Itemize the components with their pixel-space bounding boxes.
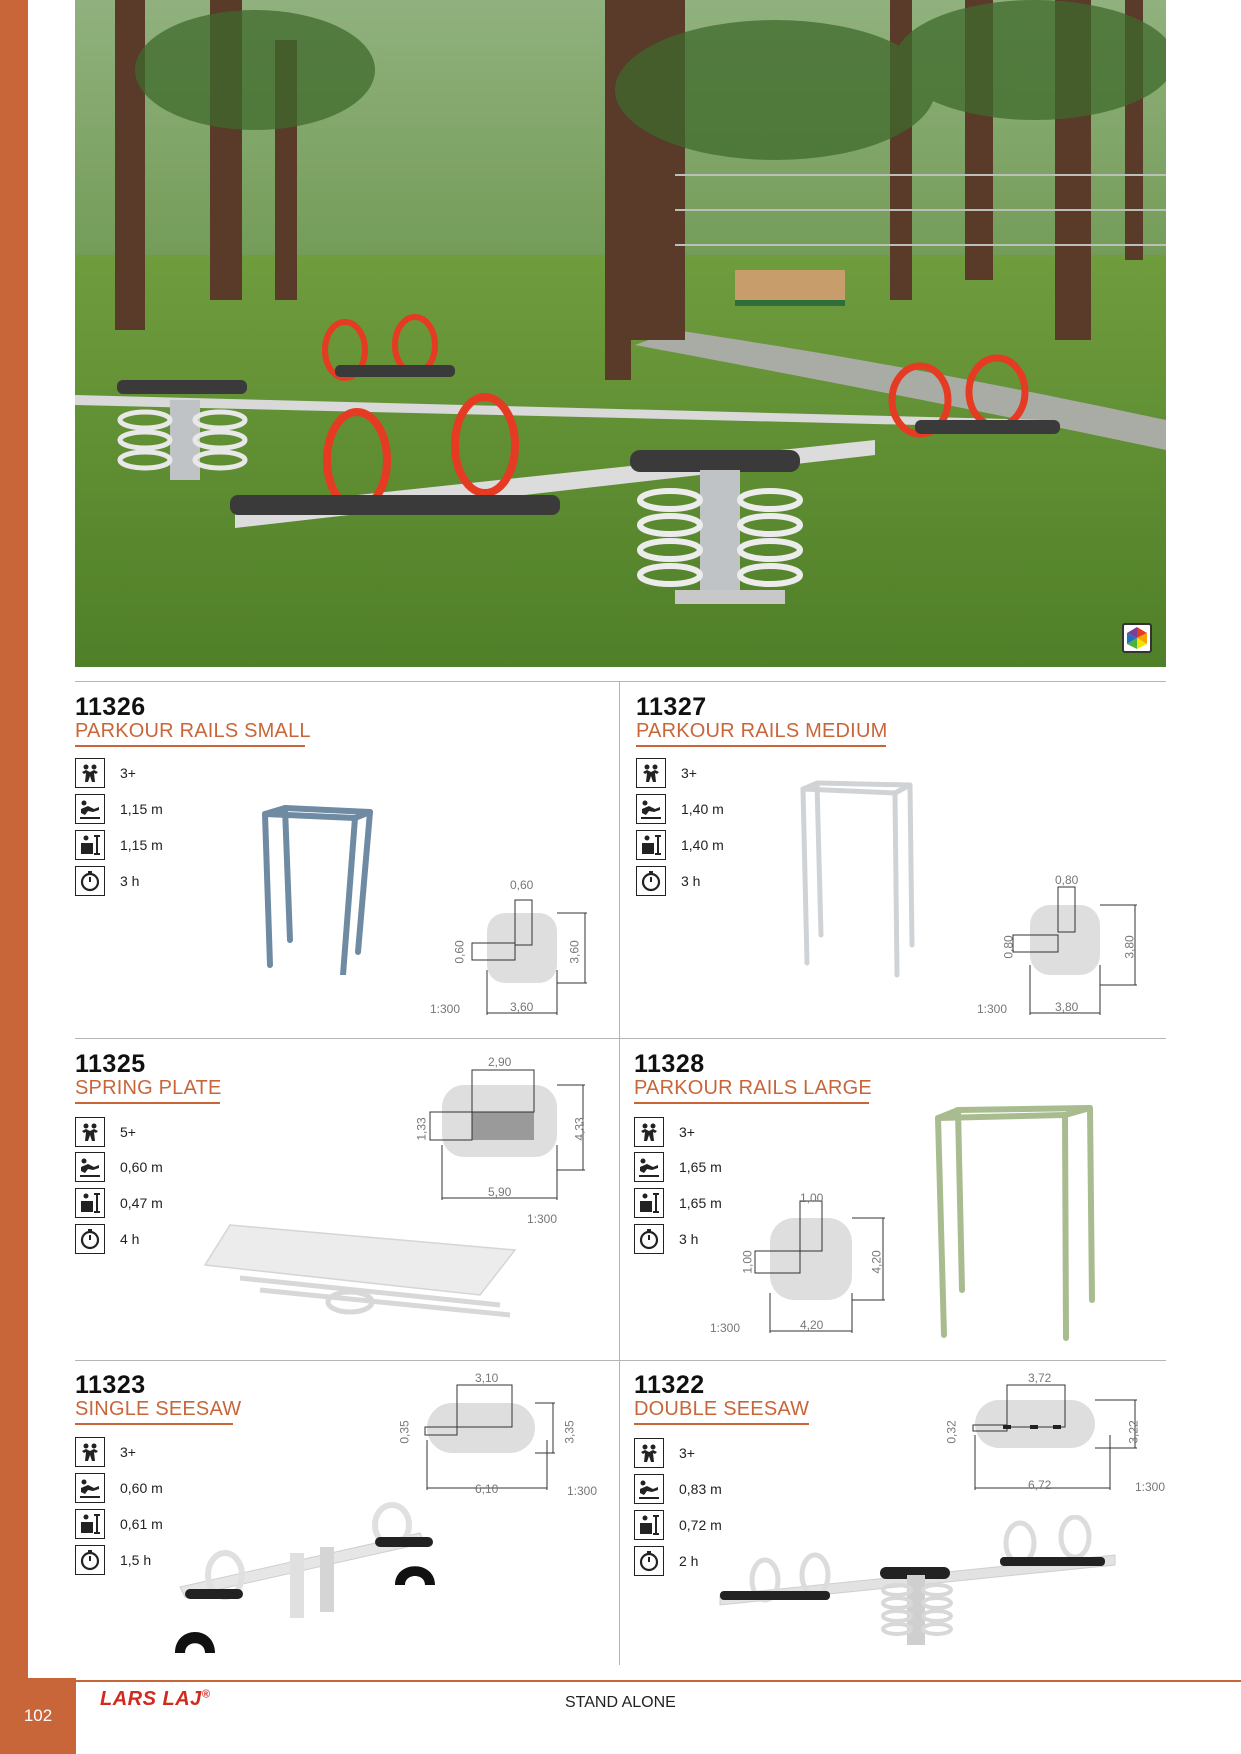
children-icon <box>634 1438 664 1468</box>
product-render-11327 <box>795 775 930 980</box>
dim-label: 6,72 <box>1028 1478 1052 1492</box>
free-fall-value: 0,60 m <box>120 1480 163 1496</box>
free-fall-icon <box>75 794 105 824</box>
spec-free-fall <box>75 794 163 824</box>
height-icon <box>75 1509 105 1539</box>
product-name: SPRING PLATE <box>75 1077 222 1099</box>
height-icon <box>75 830 105 860</box>
free-fall-icon <box>634 1152 664 1182</box>
spec-install-time <box>75 866 139 896</box>
dim-label: 0,80 <box>1001 935 1016 959</box>
product-code: 11322 <box>634 1371 705 1399</box>
dim-label: 3,22 <box>1126 1420 1141 1444</box>
column-divider <box>619 681 620 1665</box>
age-value: 3+ <box>679 1124 695 1140</box>
install-time-value: 2 h <box>679 1553 699 1569</box>
install-time-value: 3 h <box>681 873 701 889</box>
product-name: SINGLE SEESAW <box>75 1398 242 1420</box>
product-11328 <box>634 1051 872 1104</box>
product-code: 11326 <box>75 693 146 721</box>
height-value: 1,65 m <box>679 1195 722 1211</box>
spec-free-fall <box>634 1474 722 1504</box>
dim-label: 0,60 <box>452 940 467 964</box>
age-value: 3+ <box>679 1445 695 1461</box>
dim-label: 4,20 <box>800 1318 824 1332</box>
name-underline <box>75 1102 220 1104</box>
age-value: 3+ <box>120 765 136 781</box>
dim-label: 0,60 <box>510 878 534 892</box>
dim-label: 0,80 <box>1055 873 1079 887</box>
spec-height <box>636 830 724 860</box>
product-11325 <box>75 1051 222 1104</box>
left-accent-bar <box>0 0 28 1678</box>
color-options-icon <box>1122 623 1152 653</box>
scale-label: 1:300 <box>430 1002 461 1016</box>
product-11323 <box>75 1372 241 1425</box>
spec-age <box>75 1437 136 1467</box>
free-fall-icon <box>75 1473 105 1503</box>
product-render-11323 <box>170 1495 440 1660</box>
free-fall-value: 0,83 m <box>679 1481 722 1497</box>
scale-label: 1:300 <box>977 1002 1008 1016</box>
height-value: 1,40 m <box>681 837 724 853</box>
dim-label: 1,00 <box>800 1191 824 1205</box>
footer-section-title: STAND ALONE <box>565 1694 676 1711</box>
dim-label: 4,33 <box>572 1117 587 1141</box>
dim-label: 0,32 <box>944 1420 959 1444</box>
spec-height <box>75 1188 163 1218</box>
spec-height <box>634 1510 722 1540</box>
brand-mark: ® <box>201 1688 211 1701</box>
product-code: 11327 <box>636 693 707 721</box>
stopwatch-icon <box>75 866 105 896</box>
spec-height <box>634 1188 722 1218</box>
dim-label: 3,80 <box>1122 935 1137 959</box>
scale-label: 1:300 <box>527 1212 558 1226</box>
spec-age <box>634 1117 695 1147</box>
free-fall-icon <box>75 1152 105 1182</box>
children-icon <box>75 758 105 788</box>
name-underline <box>636 745 886 747</box>
dim-label: 3,35 <box>562 1420 577 1444</box>
stopwatch-icon <box>634 1224 664 1254</box>
free-fall-value: 1,15 m <box>120 801 163 817</box>
children-icon <box>75 1117 105 1147</box>
spec-install-time <box>75 1224 139 1254</box>
product-11322 <box>634 1372 809 1425</box>
spec-age <box>75 758 136 788</box>
footprint-diagram-11325 <box>420 1060 590 1200</box>
product-render-11328 <box>930 1100 1100 1345</box>
spec-age <box>634 1438 695 1468</box>
name-underline <box>75 1423 233 1425</box>
spec-install-time <box>634 1224 698 1254</box>
section-divider <box>75 1038 1166 1039</box>
spec-install-time <box>636 866 700 896</box>
spec-install-time <box>634 1546 698 1576</box>
spec-age <box>636 758 697 788</box>
product-render-11326 <box>255 800 390 975</box>
dim-label: 3,60 <box>510 1000 534 1014</box>
spec-height <box>75 830 163 860</box>
height-value: 0,72 m <box>679 1517 722 1533</box>
spec-free-fall <box>75 1473 163 1503</box>
spec-free-fall <box>75 1152 163 1182</box>
height-value: 0,61 m <box>120 1516 163 1532</box>
children-icon <box>634 1117 664 1147</box>
name-underline <box>634 1102 869 1104</box>
age-value: 5+ <box>120 1124 136 1140</box>
spec-height <box>75 1509 163 1539</box>
spec-free-fall <box>636 794 724 824</box>
dim-label: 6,10 <box>475 1482 499 1496</box>
dim-label: 3,80 <box>1055 1000 1079 1014</box>
section-divider <box>75 1360 1166 1361</box>
page-number: 102 <box>0 1678 76 1754</box>
brand-logo <box>100 1688 210 1711</box>
spec-age <box>75 1117 136 1147</box>
product-name: DOUBLE SEESAW <box>634 1398 810 1420</box>
dim-label: 3,10 <box>475 1371 499 1385</box>
stopwatch-icon <box>636 866 666 896</box>
dim-label: 1,33 <box>414 1117 429 1141</box>
product-code: 11323 <box>75 1371 146 1399</box>
age-value: 3+ <box>120 1444 136 1460</box>
height-icon <box>634 1510 664 1540</box>
product-name: PARKOUR RAILS MEDIUM <box>636 720 888 742</box>
dim-label: 0,35 <box>397 1420 412 1444</box>
height-icon <box>636 830 666 860</box>
product-11326 <box>75 694 311 747</box>
scale-label: 1:300 <box>1135 1480 1166 1494</box>
scale-label: 1:300 <box>710 1321 741 1335</box>
name-underline <box>75 745 305 747</box>
free-fall-value: 1,65 m <box>679 1159 722 1175</box>
product-name: PARKOUR RAILS LARGE <box>634 1077 872 1099</box>
dim-label: 4,20 <box>869 1250 884 1274</box>
product-code: 11328 <box>634 1050 705 1078</box>
stopwatch-icon <box>634 1546 664 1576</box>
free-fall-icon <box>636 794 666 824</box>
children-icon <box>75 1437 105 1467</box>
product-render-11325 <box>200 1220 520 1335</box>
dim-label: 5,90 <box>488 1185 512 1199</box>
install-time-value: 3 h <box>679 1231 699 1247</box>
height-icon <box>75 1188 105 1218</box>
stopwatch-icon <box>75 1224 105 1254</box>
brand-name: LARS LAJ <box>100 1688 202 1710</box>
spec-free-fall <box>634 1152 722 1182</box>
free-fall-value: 0,60 m <box>120 1159 163 1175</box>
name-underline <box>634 1423 809 1425</box>
hero-photo <box>75 0 1166 667</box>
product-name: PARKOUR RAILS SMALL <box>75 720 311 742</box>
height-icon <box>634 1188 664 1218</box>
footprint-diagram-11323 <box>405 1375 560 1490</box>
height-value: 0,47 m <box>120 1195 163 1211</box>
footer-rule <box>76 1680 1241 1682</box>
product-render-11322 <box>715 1515 1125 1665</box>
dim-label: 3,72 <box>1028 1371 1052 1385</box>
footprint-diagram-11322 <box>955 1375 1140 1490</box>
product-code: 11325 <box>75 1050 146 1078</box>
stopwatch-icon <box>75 1545 105 1575</box>
product-11327 <box>636 694 887 747</box>
age-value: 3+ <box>681 765 697 781</box>
dim-label: 3,60 <box>567 940 582 964</box>
height-value: 1,15 m <box>120 837 163 853</box>
free-fall-value: 1,40 m <box>681 801 724 817</box>
children-icon <box>636 758 666 788</box>
section-divider <box>75 681 1166 682</box>
spec-install-time <box>75 1545 151 1575</box>
free-fall-icon <box>634 1474 664 1504</box>
install-time-value: 3 h <box>120 873 140 889</box>
install-time-value: 4 h <box>120 1231 140 1247</box>
dim-label: 1,00 <box>740 1250 755 1274</box>
scale-label: 1:300 <box>567 1484 598 1498</box>
install-time-value: 1,5 h <box>120 1552 152 1568</box>
dim-label: 2,90 <box>488 1055 512 1069</box>
